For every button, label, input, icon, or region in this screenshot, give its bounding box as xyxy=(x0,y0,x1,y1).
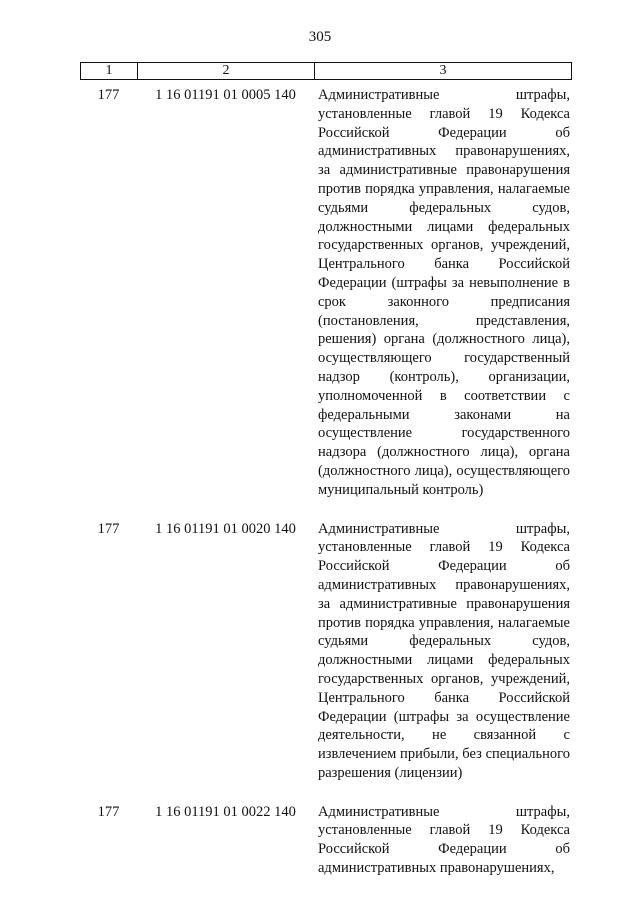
row-kbk-code: 1 16 01191 01 0005 140 xyxy=(155,87,296,103)
header-col-3: 3 xyxy=(439,63,447,78)
row-kbk-code: 1 16 01191 01 0020 140 xyxy=(155,520,296,537)
table-row xyxy=(80,84,572,500)
table-row xyxy=(80,801,572,878)
table-row xyxy=(80,518,572,783)
header-col-1: 1 xyxy=(81,63,138,79)
header-col-2: 2 xyxy=(138,63,315,79)
row-admin-code: 177 xyxy=(97,520,120,537)
page-number: 305 xyxy=(308,29,332,45)
table-header-row xyxy=(80,62,572,80)
row-admin-code: 177 xyxy=(97,803,120,820)
table-body xyxy=(80,84,572,896)
row-description: Административные штрафы, установленные главой 19 Кодекса Российской Федерации об административных правонарушениях, xyxy=(318,803,570,877)
row-description: Административные штрафы, установленные главой 19 Кодекса Российской Федерации об административных правонарушениях, за административные правонарушения против порядка управления, налагаемые судьями федеральных судов, должностными лицами федеральных государственных органов, учреждений, Центрального банка Российской Федерации (штрафы за осуществление деятельности, не связанной с извлечением прибыли, без специального разрешения (лицензии) xyxy=(318,520,570,781)
row-kbk-code: 1 16 01191 01 0022 140 xyxy=(155,803,296,820)
row-description: Административные штрафы, установленные главой 19 Кодекса Российской Федерации об административных правонарушениях, за административные правонарушения против порядка управления, налагаемые судьями федеральных судов, должностными лицами федеральных государственных органов, учреждений, Центрального банка Российской Федерации (штрафы за невыполнение в срок законного предписания (постановления, представления, решения) органа (должностного лица), осуществляющего государственный надзор (контроль), организации, уполномоченной в соответствии с федеральными законами на осуществление государственного надзора (должностного лица), органа (должностного лица), осуществляющего муниципальный контроль) xyxy=(318,87,570,498)
row-admin-code: 177 xyxy=(97,87,120,103)
